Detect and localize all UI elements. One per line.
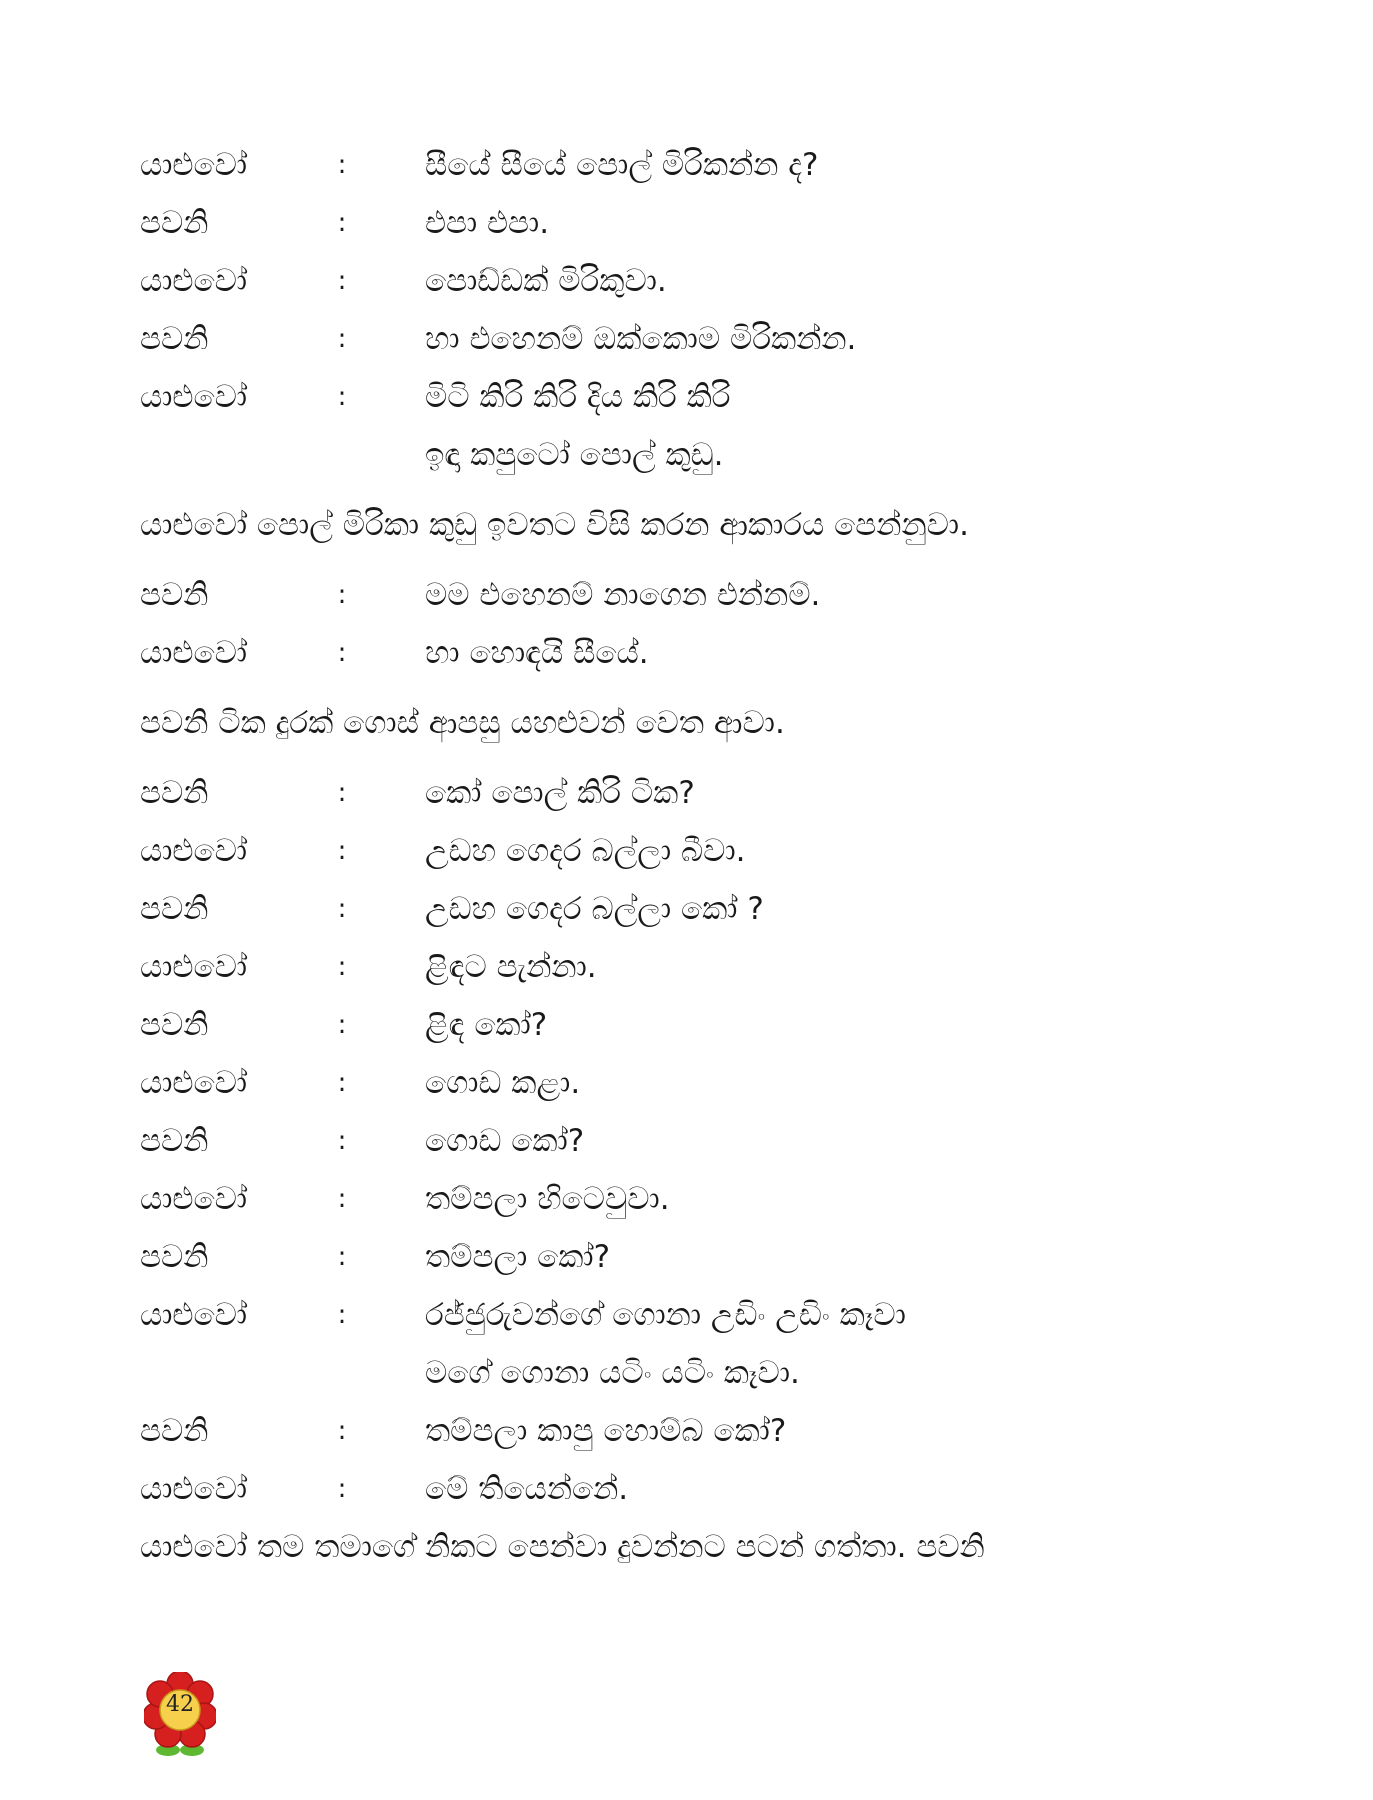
speech-text: මේ තියෙන්නේ.: [425, 1471, 629, 1507]
speaker-name: පවනි: [140, 205, 209, 241]
speech-text: තම්පලා හිටෙවුවා.: [425, 1181, 670, 1217]
page-number-badge: [144, 1672, 216, 1758]
speaker-colon: :: [337, 1126, 347, 1156]
speaker-colon: :: [337, 208, 347, 238]
speaker-name: පවනි: [140, 1413, 209, 1449]
speaker-colon: :: [337, 778, 347, 808]
speech-text: හා හොඳයි සීයේ.: [425, 635, 649, 671]
speaker-colon: :: [337, 1300, 347, 1330]
speech-text: රජ්ජුරුවන්ගේ ගොනා උඩිං උඩිං කෑවා: [425, 1297, 906, 1333]
speaker-colon: :: [337, 382, 347, 412]
speech-text: ගොඩ කෝ?: [425, 1123, 585, 1159]
speaker-name: යාළුවෝ: [140, 1297, 248, 1333]
speaker-colon: :: [337, 1184, 347, 1214]
speech-text: උඩහ ගෙදර බල්ලා බීවා.: [425, 833, 746, 869]
speaker-name: පවනි: [140, 891, 209, 927]
speaker-name: පවනි: [140, 1123, 209, 1159]
speaker-name: යාළුවෝ: [140, 1181, 248, 1217]
speaker-colon: :: [337, 836, 347, 866]
speaker-colon: :: [337, 1416, 347, 1446]
speaker-name: පවනි: [140, 321, 209, 357]
narration-paragraph: පවනි ටික දුරක් ගොස් ආපසු යහළුවන් වෙත ආවා.: [140, 705, 785, 741]
speaker-colon: :: [337, 266, 347, 296]
speech-text: ඉඳා කපුටෝ පොල් කුඩු.: [425, 437, 724, 473]
speaker-name: පවනි: [140, 1239, 209, 1275]
speaker-name: යාළුවෝ: [140, 635, 248, 671]
speech-text: මගේ ගොනා යටිං යටිං කෑවා.: [425, 1355, 800, 1391]
speaker-name: යාළුවෝ: [140, 949, 248, 985]
speaker-colon: :: [337, 894, 347, 924]
speech-text: මම එහෙනම් නාගෙන එන්නම්.: [425, 577, 821, 613]
speech-text: මිටි කිරි කිරි දිය කිරි කිරි: [425, 379, 731, 415]
speech-text: ගොඩ කළා.: [425, 1065, 581, 1101]
speaker-colon: :: [337, 1068, 347, 1098]
speech-text: කෝ පොල් කිරි ටික?: [425, 775, 695, 811]
speech-text: උඩහ ගෙදර බල්ලා කෝ ?: [425, 891, 764, 927]
page-number: 42: [166, 1692, 194, 1717]
speech-text: හා එහෙනම් ඔක්කොම මිරිකන්න.: [425, 321, 857, 357]
speaker-name: යාළුවෝ: [140, 1471, 248, 1507]
speaker-colon: :: [337, 638, 347, 668]
speaker-name: යාළුවෝ: [140, 1065, 248, 1101]
speech-text: ළිඳ කෝ?: [425, 1007, 548, 1043]
speaker-name: පවනි: [140, 577, 209, 613]
speaker-name: පවනි: [140, 1007, 209, 1043]
speech-text: ළිඳට පැන්නා.: [425, 949, 597, 985]
speaker-name: යාළුවෝ: [140, 263, 248, 299]
speech-text: තම්පලා කෝ?: [425, 1239, 611, 1275]
speech-text: සීයේ සීයේ පොල් මිරිකන්න ද?: [425, 147, 819, 183]
speaker-name: යාළුවෝ: [140, 147, 248, 183]
speaker-colon: :: [337, 1242, 347, 1272]
speaker-name: යාළුවෝ: [140, 833, 248, 869]
speaker-colon: :: [337, 580, 347, 610]
speaker-colon: :: [337, 1010, 347, 1040]
speaker-colon: :: [337, 324, 347, 354]
speaker-colon: :: [337, 150, 347, 180]
narration-paragraph: යාළුවෝ පොල් මිරිකා කුඩු ඉවතට විසි කරන ආකාරය පෙන්නුවා.: [140, 507, 969, 543]
speech-text: එපා එපා.: [425, 205, 550, 241]
speaker-colon: :: [337, 952, 347, 982]
speech-text: පොඩ්ඩක් මිරිකුවා.: [425, 263, 667, 299]
speaker-name: පවනි: [140, 775, 209, 811]
speaker-name: යාළුවෝ: [140, 379, 248, 415]
speaker-colon: :: [337, 1474, 347, 1504]
speech-text: තම්පලා කාපු හොම්බ කෝ?: [425, 1413, 787, 1449]
narration-paragraph: යාළුවෝ තම තමාගේ නිකට පෙන්වා දුවන්නට පටන් ගත්තා. පවනි: [140, 1529, 985, 1565]
